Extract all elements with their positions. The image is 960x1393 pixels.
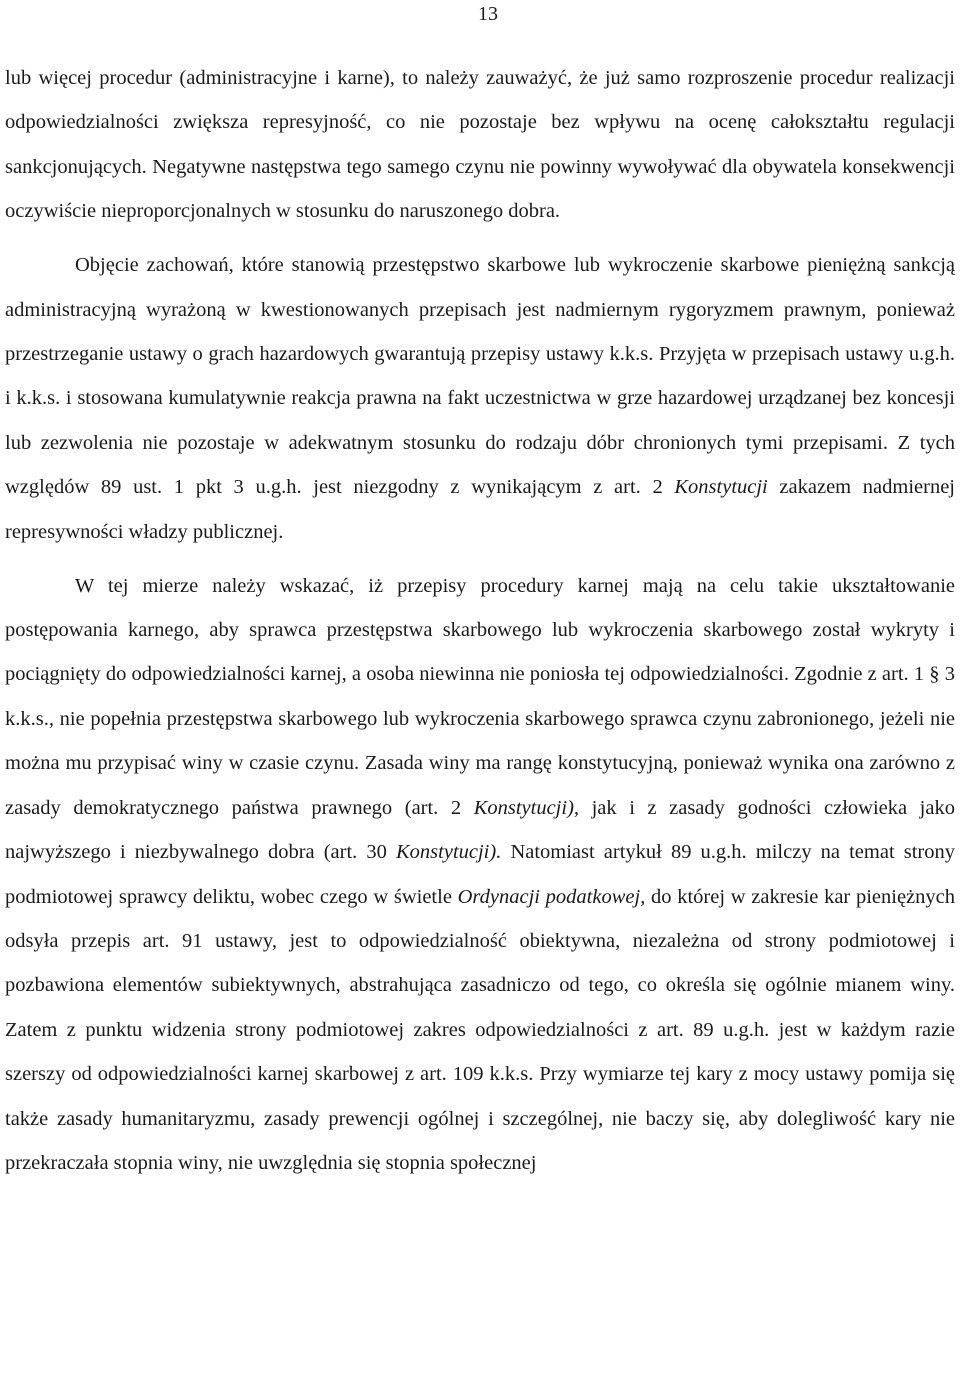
paragraph-text: Objęcie zachowań, które stanowią przestępstwo skarbowe lub wykroczenie skarbowe pieniężną sankcją administracyjną wyrażoną w kwestionowanych przepisach jest nadmiernym rygoryzmem prawnym, ponieważ przestrzeganie ustawy o grach hazardowych gwarantują przepisy ustawy k.k.s. Przyjęta w przepisach ustawy u.g.h. i k.k.s. i stosowana kumulatywnie reakcja prawna na fakt uczestnictwa w grze hazardowej urządzanej bez koncesji lub zezwolenia nie pozostaje w adekwatnym stosunku do rodzaju dóbr chronionych tymi przepisami. Z tych względów 89 ust. 1 pkt 3 u.g.h. jest niezgodny z wynikającym z art. 2 bbox=[5, 254, 955, 499]
paragraph-text: W tej mierze należy wskazać, iż przepisy procedury karnej mają na celu takie ukształtowanie postępowania karnego, aby sprawca przestępstwa skarbowego lub wykroczenia skarbowego został wykryty i pociągnięty do odpowiedzialności karnej, a osoba niewinna nie poniosła tej odpowiedzialności. Zgodnie z art. 1 § 3 k.k.s., nie popełnia przestępstwa skarbowego lub wykroczenia skarbowego sprawca czynu zabronionego, jeżeli nie można mu przypisać winy w czasie czynu. Zasada winy ma rangę konstytucyjną, ponieważ wynika ona zarówno z zasady demokratycznego państwa prawnego (art. 2 bbox=[5, 574, 955, 819]
paragraph-1 bbox=[5, 56, 955, 234]
paragraph-text: jak i z zasady godności człowieka jako najwyższego i niezbywalnego dobra (art. 30 bbox=[5, 796, 955, 864]
paragraph-2 bbox=[5, 243, 955, 554]
paragraph-text: Natomiast artykuł 89 u.g.h. milczy na temat strony podmiotowej sprawcy deliktu, wobec czego w świetle bbox=[5, 841, 955, 908]
italic-text: Ordynacji podatkowej, bbox=[457, 885, 646, 908]
page-number: 13 bbox=[478, 3, 498, 25]
document-body bbox=[5, 56, 955, 1195]
italic-text: Konstytucji), bbox=[473, 796, 580, 819]
paragraph-text: lub więcej procedur (administracyjne i karne), to należy zauważyć, że już samo rozproszenie procedur realizacji odpowiedzialności zwiększa represyjność, co nie pozostaje bez wpływu na ocenę całokształtu regulacji sankcjonujących. Negatywne następstwa tego samego czynu nie powinny wywoływać dla obywatela konsekwencji oczywiście nieproporcjonalnych w stosunku do naruszonego dobra. bbox=[5, 67, 955, 223]
italic-text: Konstytucji bbox=[674, 476, 768, 499]
paragraph-text: zakazem nadmiernej represywności władzy publicznej. bbox=[5, 476, 955, 543]
paragraph-3 bbox=[5, 564, 955, 1186]
italic-text: Konstytucji). bbox=[396, 841, 502, 864]
paragraph-text: do której w zakresie kar pieniężnych odsyła przepis art. 91 ustawy, jest to odpowiedzialność obiektywna, niezależna od strony podmiotowej i pozbawiona elementów subiektywnych, abstrahująca zasadniczo od tego, co określa się ogólnie mianem winy. Zatem z punktu widzenia strony podmiotowej zakres odpowiedzialności z art. 89 u.g.h. jest w każdym razie szerszy od odpowiedzialności karnej skarbowej z art. 109 k.k.s. Przy wymiarze tej kary z mocy ustawy pomija się także zasady humanitaryzmu, zasady prewencji ogólnej i szczególnej, nie baczy się, aby dolegliwość kary nie przekraczała stopnia winy, nie uwzględnia się stopnia społecznej bbox=[5, 885, 955, 1174]
